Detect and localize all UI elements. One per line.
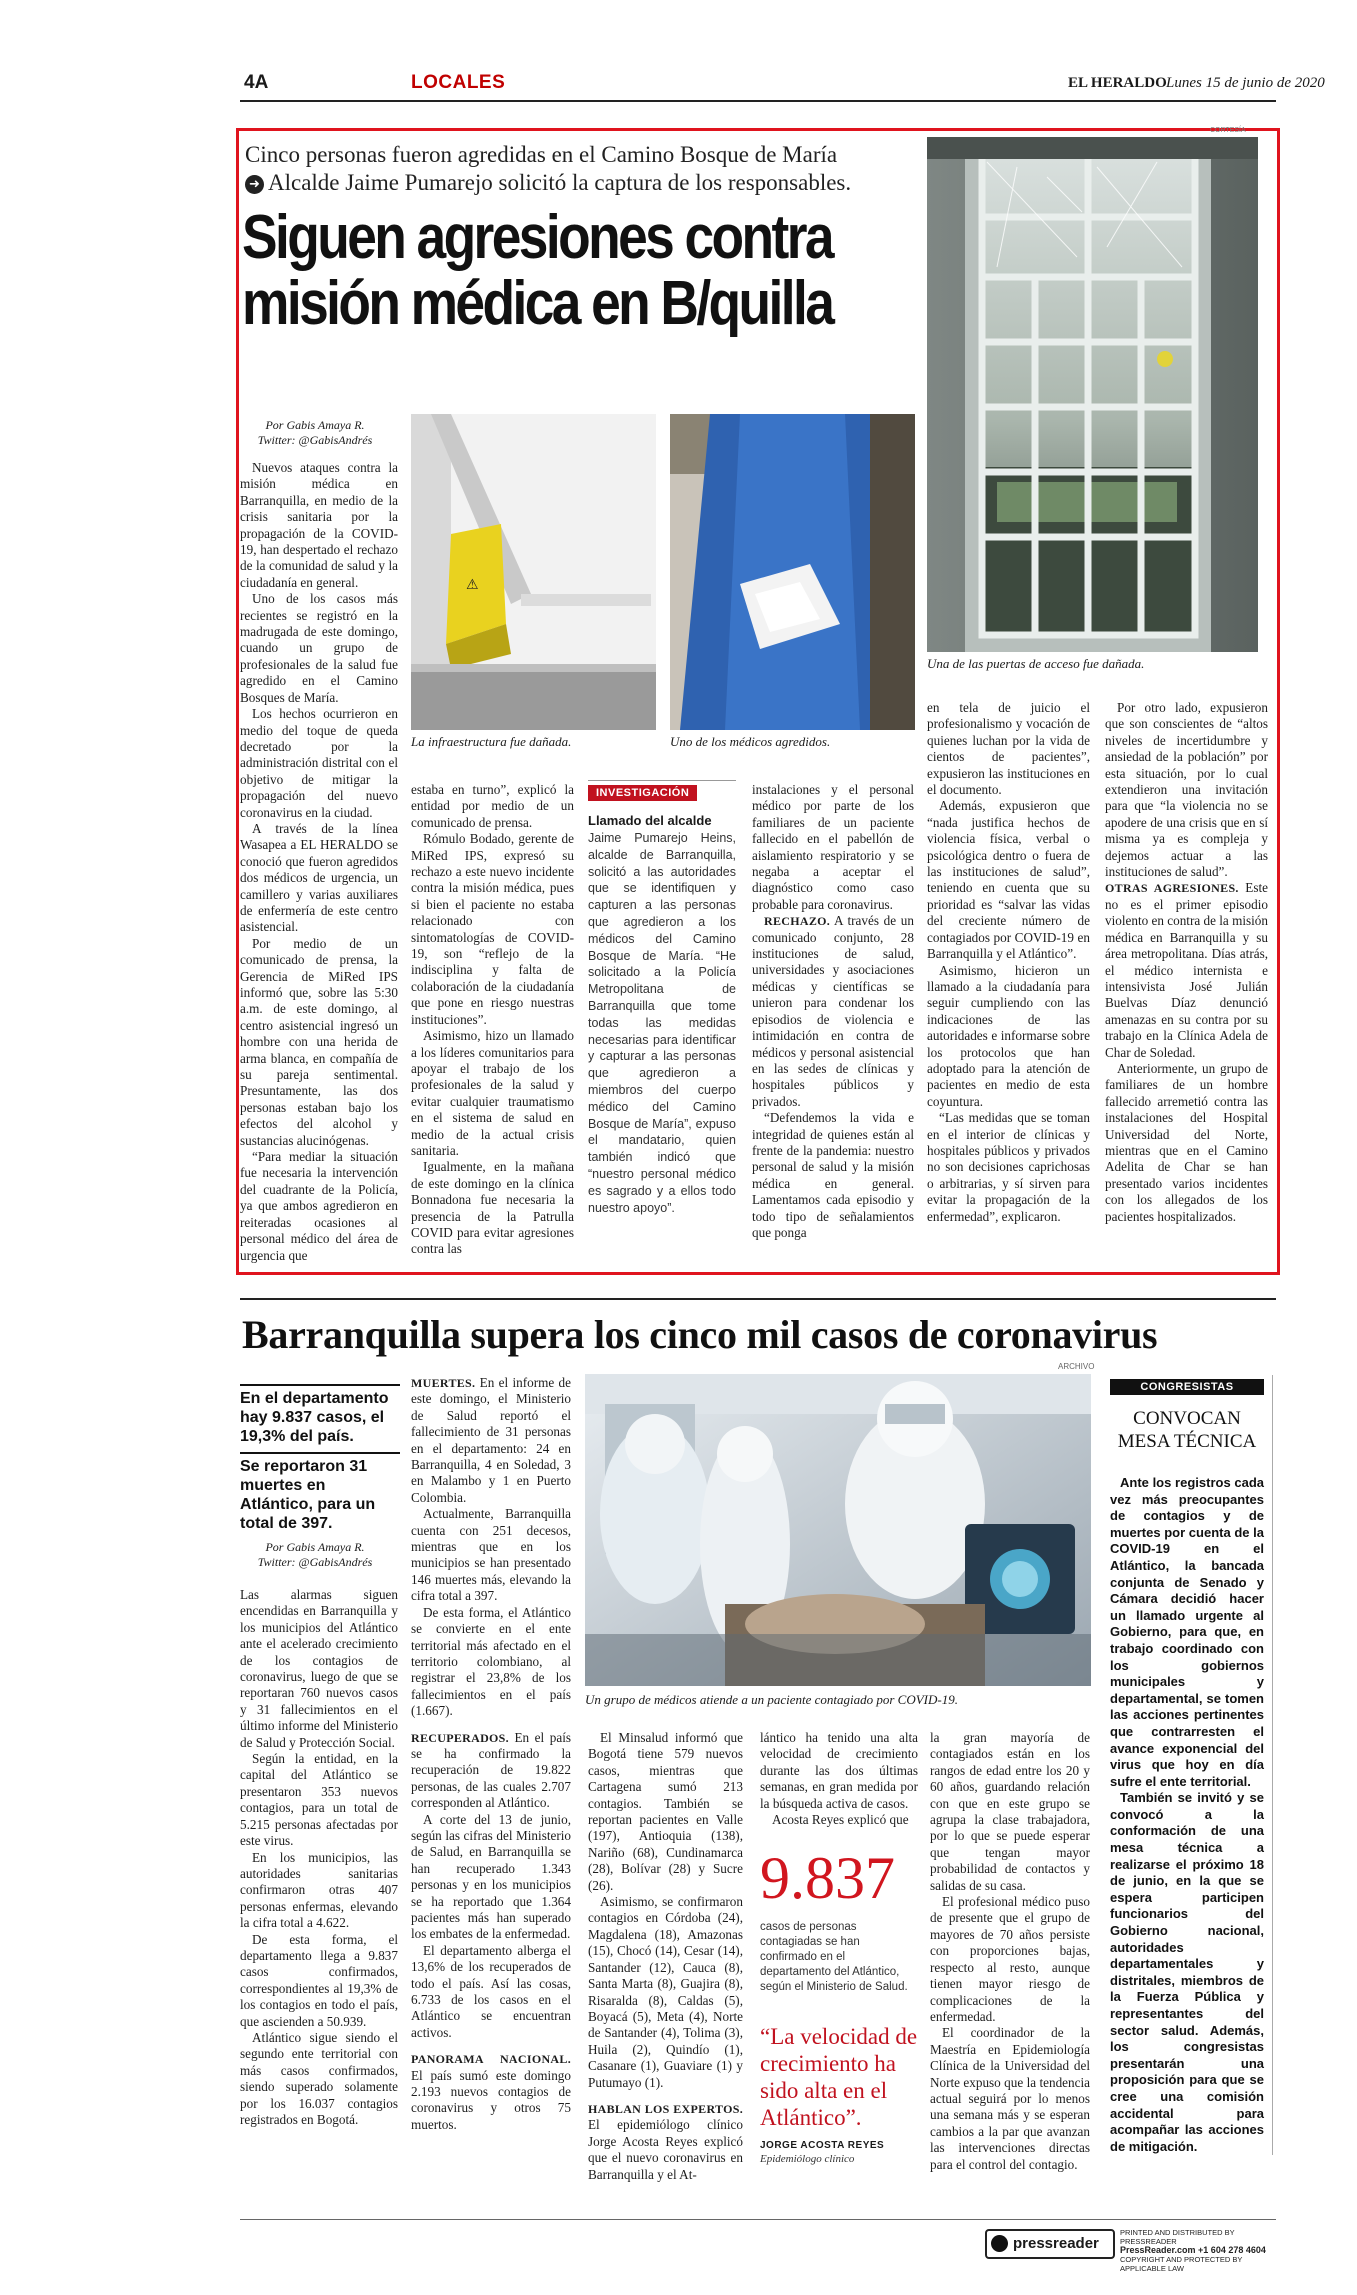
paragraph: Asimismo, hicieron un llamado a la ciudadanía para seguir cumpliendo con las indicaciones de las autoridades e informarse sobre los protocolos que han adoptado para la atención de pacientes en medio de esta coyuntura. bbox=[927, 962, 1090, 1109]
paragraph: De esta forma, el departamento llega a 9.837 casos confirmados, correspondientes al 19,3% de los contagios en todo el país, que ascienden a 50.939. bbox=[240, 1931, 398, 2029]
paragraph bbox=[411, 2051, 571, 2133]
subhead-rechazo: RECHAZO. bbox=[764, 914, 831, 929]
paragraph: Nuevos ataques contra la misión médica en Barranquilla, en medio de la crisis sanitaria por la propagación de la COVID-19, han despertado el rechazo de la comunidad de salud y la ciudadanía en general. bbox=[240, 460, 398, 590]
paragraph-text: El país sumó este domingo 2.193 nuevos contagios de coronavirus y otros 75 muertos. bbox=[411, 2067, 571, 2132]
caption-medic: Uno de los médicos agredidos. bbox=[670, 734, 831, 749]
quote-role: Epidemiólogo clínico bbox=[760, 2153, 855, 2165]
paragraph: Actualmente, Barranquilla cuenta con 251 decesos, mientras que en los municipios se han presentado 146 muertes más, elevando la cifra total a 397. bbox=[411, 1506, 571, 1604]
story1-headline: Siguen agresiones contra misión médica en B/quilla bbox=[242, 203, 833, 338]
paragraph: Asimismo, se confirmaron contagios en Córdoba (24), Magdalena (18), Amazonas (15), Chocó (14), Cesar (14), Santander (12), Cauca (8), Santa Marta (8), Guajira (8), Risaralda (8), Caldas (5), Boyacá (5), Meta (4), Norte de Santander (4), Tolima (3), Huila (2), Quindío (1), Casanare (1), Guaviare (1) y Putumayo (1). bbox=[588, 1894, 743, 2090]
sidebar-tag-wrap bbox=[1110, 1375, 1264, 1395]
issue-date: Lunes 15 de junio de 2020 bbox=[1166, 75, 1325, 91]
page-number: 4A bbox=[244, 72, 269, 93]
sidebar-title-line-2: MESA TÉCNICA bbox=[1117, 1431, 1257, 1452]
paragraph-text: Este no es el primer episodio violento en contra de la misión médica en Barranquilla y su área metropolitana. Días atrás, el médico internista e intensivista José Julián Buelvas Díaz denunció amenazas en su contra por su trabajo en la Clínica Adela de Char de Soledad. bbox=[1105, 880, 1268, 1060]
story2-byline bbox=[245, 1540, 385, 1570]
infrastructure-illustration bbox=[411, 414, 656, 730]
paragraph: Las alarmas siguen encendidas en Barranquilla y los municipios del Atlántico ante el acelerado crecimiento de los contagios de coronavirus, luego de que se reportaran 760 nuevos casos y 31 fallecimientos en el último informe del Ministerio de Salud y Protección Social. bbox=[240, 1587, 398, 1750]
paragraph: Uno de los casos más recientes se registró en la madrugada de este domingo, cuando un grupo de profesionales de la salud fue agredido en el Camino Bosques de María. bbox=[240, 591, 398, 705]
paragraph: instalaciones y el personal médico por parte de los familiares de un paciente fallecido en el pabellón de aislamiento respiratorio y se negaba a aceptar el diagnóstico como caso probable para coronavirus. bbox=[752, 782, 914, 912]
paragraph: Rómulo Bodado, gerente de MiRed IPS, expresó su rechazo a este nuevo incidente contra la misión médica, pues si bien el paciente no estaba relacionado con sintomatologías de COVID-19, son “reflejo de la indisciplina y falta de colaboración de la ciudadanía que pone en riesgo nuestras instituciones”. bbox=[411, 831, 574, 1027]
paragraph: El departamento alberga el 13,6% de los recuperados de todo el país. Así las cosas, 6.733 de los casos en el Atlántico se encuentran activos. bbox=[411, 1942, 571, 2040]
inset-tag: INVESTIGACIÓN bbox=[588, 785, 697, 801]
pressreader-icon bbox=[991, 2235, 1008, 2252]
photo-medic bbox=[670, 414, 915, 730]
story2-summary-1: En el departamento hay 9.837 casos, el 19,3% del país. bbox=[240, 1384, 400, 1446]
photo-infrastructure bbox=[411, 414, 656, 730]
section-separator bbox=[240, 1298, 1276, 1300]
inset-llamado-del-alcalde bbox=[588, 780, 736, 1216]
pull-quote: “La velocidad de crecimiento ha sido alta en el Atlántico”. bbox=[760, 2024, 918, 2130]
door-illustration bbox=[927, 137, 1258, 652]
byline-author: Por Gabis Amaya R. bbox=[265, 1540, 365, 1554]
subhead-hablan-los-expertos: HABLAN LOS EXPERTOS. bbox=[588, 2101, 743, 2116]
paragraph: Los hechos ocurrieron en medio del toque de queda decretado por la administración distrital con el objetivo de mitigar la propagación del nuevo coronavirus en la ciudad. bbox=[240, 706, 398, 820]
story2-column-1 bbox=[240, 1587, 398, 2128]
paragraph-text: A través de un comunicado conjunto, 28 instituciones de salud, universidades y asociaciones médicas y científicas se unieron para condenar los episodios de violencia e intimidación en contra de médicos y personal asistencial en las sedes de clínicas y hospitales públicos y privados. bbox=[752, 913, 914, 1109]
pressreader-fineprint bbox=[1120, 2228, 1276, 2273]
story1-kicker bbox=[245, 141, 945, 197]
header-rule bbox=[240, 100, 1276, 102]
paragraph-text: En el informe de este domingo, el Ministerio de Salud reportó el fallecimiento de 31 personas en el departamento: 24 en Barranquilla, 4 en Soledad, 3 en Malambo y 1 en Puerto Colombia. bbox=[411, 1375, 571, 1505]
medic-illustration bbox=[670, 414, 915, 730]
paragraph: Acosta Reyes explicó que bbox=[772, 1812, 909, 1828]
kicker-line-2-text: Alcalde Jaime Pumarejo solicitó la captura de los responsables. bbox=[268, 170, 852, 195]
photo-medical-team bbox=[585, 1374, 1091, 1686]
story2-summary-2: Se reportaron 31 muertes en Atlántico, para un total de 397. bbox=[240, 1452, 400, 1533]
inset-title: Llamado del alcalde bbox=[588, 813, 712, 828]
paragraph: Por medio de un comunicado de prensa, la Gerencia de MiRed IPS informó que, sobre las 5:30 a.m. de este domingo, al centro asistencial ingresó un hombre con una herida de arma blanca, en compañía de su pareja sentimental. Presuntamente, las dos personas estaban bajo los efectos del alcohol y sustancias alucinógenas. bbox=[240, 935, 398, 1148]
subhead-otras-agresiones: OTRAS AGRESIONES. bbox=[1105, 881, 1239, 896]
big-number: 9.837 bbox=[760, 1845, 895, 1911]
paragraph: En los municipios, las autoridades sanitarias confirmaron otras 407 personas enfermas, elevando la cifra total a 4.622. bbox=[240, 1849, 398, 1931]
arrow-right-icon: ➜ bbox=[245, 175, 264, 194]
photo-credit: ARCHIVO bbox=[1058, 1362, 1095, 1371]
paragraph: Igualmente, en la mañana de este domingo en la clínica Bonnadona fue necesaria la presencia de la Patrulla COVID para evitar agresiones contra las bbox=[411, 1159, 574, 1257]
story2-headline: Barranquilla supera los cinco mil casos de coronavirus bbox=[242, 1312, 1158, 1357]
paragraph bbox=[411, 1730, 571, 1812]
byline-author: Por Gabis Amaya R. bbox=[265, 418, 365, 432]
kicker-line-2 bbox=[245, 169, 945, 197]
paragraph bbox=[411, 1375, 571, 1506]
paragraph-text: En el país se ha confirmado la recuperación de 19.822 personas, de las cuales 2.707 corresponden al Atlántico. bbox=[411, 1729, 571, 1811]
paragraph: El profesional médico puso de presente que el grupo de mayores de 70 años persiste con proporciones bajas, respecto al resto, aunque tienen mayor riesgo de complicaciones de la enfermedad. bbox=[930, 1894, 1090, 2024]
subhead-panorama-nacional: PANORAMA NACIONAL. bbox=[411, 2052, 571, 2067]
big-number-description: casos de personas contagiadas se han confirmado en el departamento del Atlántico, según el Ministerio de Salud. bbox=[760, 1921, 908, 1993]
sidebar-title bbox=[1110, 1407, 1264, 1453]
story1-column-4 bbox=[752, 782, 914, 1241]
story2-column-2 bbox=[411, 1375, 571, 2133]
paragraph: El Minsalud informó que Bogotá tiene 579 nuevos casos, mientras que Cartagena sumó 213 contagios. También se reportan pacientes en Valle (197), Antioquia (138), Nariño (68), Cundinamarca (28), Bolívar (28) y Sucre (26). bbox=[588, 1730, 743, 1893]
newspaper-name: EL HERALDO bbox=[1068, 75, 1167, 91]
paragraph bbox=[752, 913, 914, 1110]
svg-text:⚠: ⚠ bbox=[466, 577, 479, 593]
paragraph: De esta forma, el Atlántico se convierte en el ente territorial más afectado en el territorio colombiano, al registrar el 23,8% de los fallecimientos en el país (1.667). bbox=[411, 1604, 571, 1719]
fineprint-line-1: PRINTED AND DISTRIBUTED BY PRESSREADER bbox=[1120, 2228, 1235, 2246]
story2-column-5 bbox=[930, 1730, 1090, 2173]
paragraph: Asimismo, hizo un llamado a los líderes comunitarios para apoyar el trabajo de los profesionales de la salud y evitar cualquier traumatismo en el sistema de salud en medio de la actual crisis sanitaria. bbox=[411, 1028, 574, 1158]
pressreader-logo[interactable] bbox=[985, 2229, 1115, 2259]
paragraph: Anteriormente, un grupo de familiares de un hombre fallecido arremetió contra las instalaciones del Hospital Universidad del Norte, mientras que en el Camino Adelita de Char se han presentado varios incidentes con los allegados de los pacientes hospitalizados. bbox=[1105, 1060, 1268, 1224]
paragraph: “Para mediar la situación fue necesaria la intervención del cuadrante de la Policía, ya que ambos agredieron en reiteradas ocasiones al personal médico del área de urgencia que bbox=[240, 1149, 398, 1263]
sidebar-title-line-1: CONVOCAN bbox=[1133, 1408, 1241, 1429]
kicker-line-1: Cinco personas fueron agredidas en el Camino Bosque de María bbox=[245, 142, 838, 167]
subhead-muertes: MUERTES. bbox=[411, 1376, 476, 1390]
fineprint-line-2: PressReader.com +1 604 278 4604 bbox=[1120, 2245, 1266, 2255]
paragraph: lántico ha tenido una alta velocidad de crecimiento durante las dos últimas semanas, en gran medida por la búsqueda activa de casos. bbox=[760, 1730, 918, 1811]
quote-author: JORGE ACOSTA REYES bbox=[760, 2140, 885, 2151]
paragraph: El coordinador de la Maestría en Epidemiología Clínica de la Universidad del Norte expuso que la tendencia actual seguirá por lo menos una semana más y se esperan cambios a la par que avanzan las intervenciones directas para el control del contagio. bbox=[930, 2025, 1090, 2172]
fineprint-line-3: COPYRIGHT AND PROTECTED BY APPLICABLE LAW bbox=[1120, 2255, 1243, 2273]
story1-column-5 bbox=[927, 700, 1090, 1225]
paragraph: “Defendemos la vida e integridad de quienes están al frente de la pandemia: nuestro personal de salud y la misión médica en general. Lamentamos cada episodio y todo tipo de señalamientos que ponga bbox=[752, 1110, 914, 1240]
sidebar-tag: CONGRESISTAS bbox=[1110, 1379, 1264, 1395]
story1-byline bbox=[245, 418, 385, 448]
subhead-recuperados: RECUPERADOS. bbox=[411, 1730, 509, 1745]
story1-column-1 bbox=[240, 460, 398, 1264]
medical-team-illustration bbox=[585, 1374, 1091, 1686]
paragraph: Además, expusieron que “nada justifica hechos de violencia física, verbal o psicológica dentro o fuera de las instituciones de salud”, teniendo en cuenta que su prioridad es “salvar las vidas del creciente número de contagiados por COVID-19 en Barranquilla y el Atlántico”. bbox=[927, 798, 1090, 962]
paragraph: estaba en turno”, explicó la entidad por medio de un comunicado de prensa. bbox=[411, 782, 574, 830]
sidebar-congresistas bbox=[1110, 1375, 1273, 2155]
inset-text: Jaime Pumarejo Heins, alcalde de Barranquilla, solicitó a las autoridades que se identifiquen y capturen a las personas que agredieron a los médicos del Camino Bosque de María. “He solicitado a la Policía Metropolitana de Barranquilla que tome todas las medidas necesarias para identificar y capturar a las personas que agredieron a miembros del cuerpo médico del Camino Bosque de María”, expuso el mandatario, quien también indicó que “nuestro personal médico es sagrado y a ellos todo nuestro apoyo”. bbox=[588, 831, 736, 1215]
paragraph: Por otro lado, expusieron que son conscientes de “altos niveles de incertidumbre y ansiedad de la población” por esta situación, por lo cual extendieron una invitación para que “la violencia no se apodere de una crisis que en sí misma ya es compleja y dejemos actuar a las instituciones de salud”. bbox=[1105, 700, 1268, 880]
byline-twitter: Twitter: @GabisAndrés bbox=[257, 433, 373, 447]
caption-medical-team: Un grupo de médicos atiende a un paciente contagiado por COVID-19. bbox=[585, 1692, 958, 1707]
sidebar-body-2: También se invitó y se convocó a la conformación de una mesa técnica a realizarse el próximo 18 de junio, en la que se espera participen funcionarios del Gobierno nacional, autoridades departamentales y distritales, miembros de la Fuerza Pública y representantes del sector salud. Además, los congresistas presentarán una proposición para que se cree una comisión accidental para acompañar las acciones de mitigación. bbox=[1110, 1790, 1264, 2154]
paragraph: la gran mayoría de contagiados están en los rangos de edad entre los 20 y 60 años, guardando relación con que en este grupo se agrupa la clase trabajadora, por lo que se puede esperar que tengan mayor probabilidad de contactos y salidas de su casa. bbox=[930, 1730, 1090, 1893]
caption-door: Una de las puertas de acceso fue dañada. bbox=[927, 656, 1145, 671]
paragraph: “Las medidas que se toman en el interior de clínicas y hospitales públicos y privados no son decisiones caprichosas o arbitrarias, y sí sirven para evitar la propagación de la enfermedad”, explicaron. bbox=[927, 1110, 1090, 1224]
paragraph: A corte del 13 de junio, según las cifras del Ministerio de Salud, en Barranquilla se han recuperado 1.343 personas y en los municipios se ha reportado que 1.364 pacientes más han superado los embates de la enfermedad. bbox=[411, 1811, 571, 1942]
story2-column-3 bbox=[588, 1730, 743, 2183]
pressreader-logo-text: pressreader bbox=[1013, 2235, 1099, 2252]
story1-column-6 bbox=[1105, 700, 1268, 1225]
paragraph: Atlántico sigue siendo el segundo ente territorial con más casos confirmados, siendo superado solamente por los 16.037 contagios registrados en Bogotá. bbox=[240, 2029, 398, 2127]
footer-rule bbox=[240, 2219, 1276, 2220]
byline-twitter: Twitter: @GabisAndrés bbox=[257, 1555, 373, 1569]
paragraph: Según la entidad, en la capital del Atlántico se presentaron 353 nuevos contagios, para un total de 5.215 personas afectadas por este virus. bbox=[240, 1751, 398, 1849]
paragraph-text: El epidemiólogo clínico Jorge Acosta Reyes explicó que el nuevo coronavirus en Barranquilla y el At- bbox=[588, 2117, 743, 2182]
paragraph: en tela de juicio el profesionalismo y vocación de quienes luchan por la vida de cientos de pacientes”, expusieron las instituciones en el documento. bbox=[927, 700, 1090, 798]
photo-damaged-door bbox=[927, 137, 1258, 652]
sidebar-body: Ante los registros cada vez más preocupantes de contagios y de muertes por cuenta de la COVID-19 en el Atlántico, la bancada conjunta de Senado y Cámara decidió hacer un llamado urgente al Gobierno, para que, en trabajo coordinado con los gobiernos municipales y departamental, se tomen las acciones pertinentes que contrarresten el avance exponencial del virus que hoy en día sufre el ente territorial. bbox=[1110, 1475, 1264, 1789]
story1-column-2 bbox=[411, 782, 574, 1258]
caption-infrastructure: La infraestructura fue dañada. bbox=[411, 734, 572, 749]
paragraph bbox=[1105, 880, 1268, 1060]
section-name: LOCALES bbox=[411, 72, 506, 93]
photo-credit: CORTESÍA bbox=[1210, 127, 1246, 134]
story2-column-4 bbox=[760, 1730, 918, 1828]
paragraph bbox=[588, 2101, 743, 2183]
paragraph: A través de la línea Wasapea a EL HERALDO se conoció que fueron agredidos dos médicos de urgencia, un camillero y varias auxiliares de enfermería de este centro asistencial. bbox=[240, 820, 398, 935]
